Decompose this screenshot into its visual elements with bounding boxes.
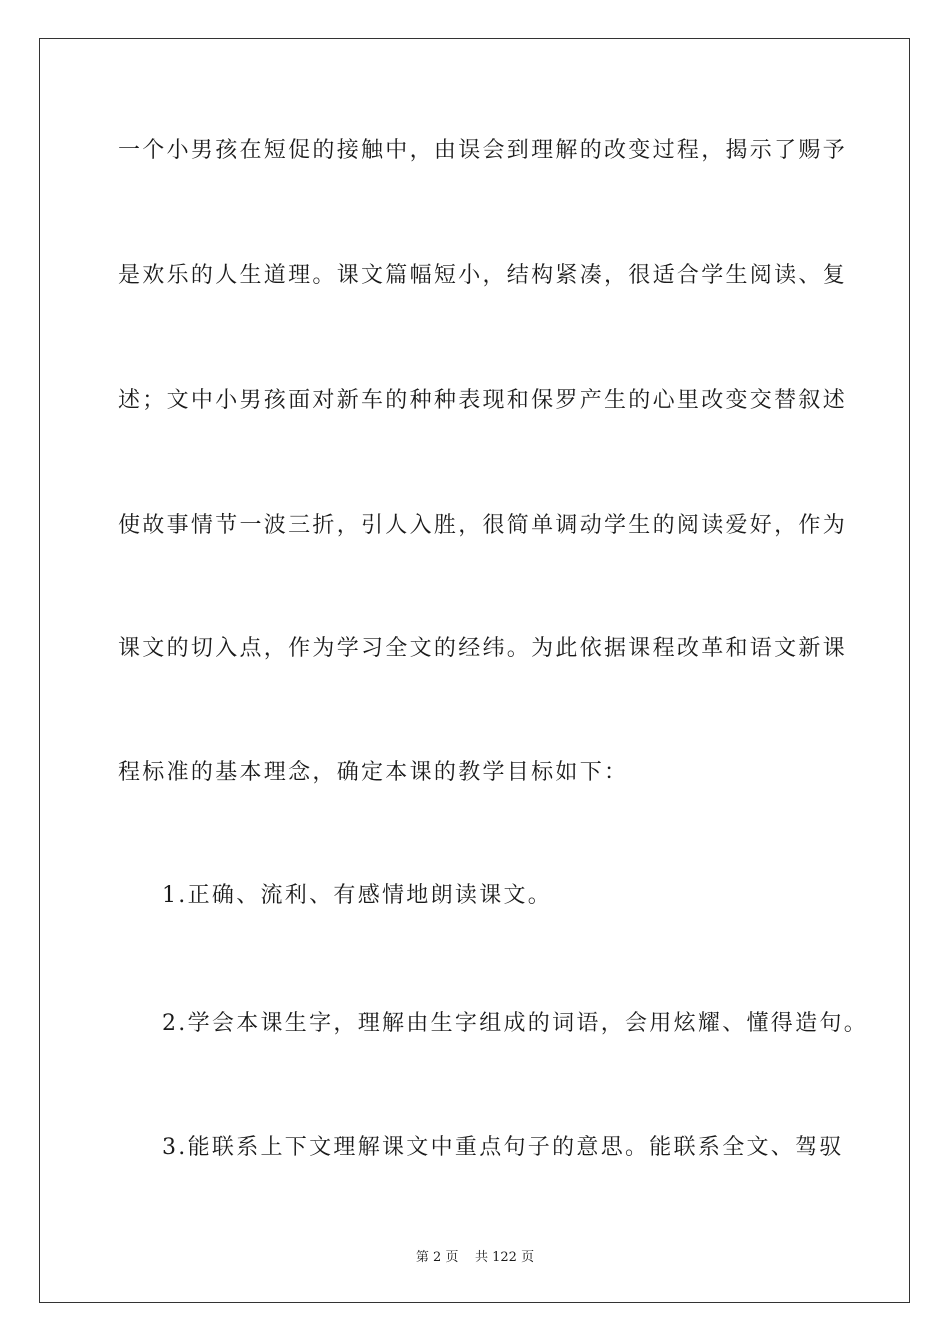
body-text-line: 程标准的基本理念，确定本课的教学目标如下： <box>118 760 629 785</box>
body-text-line: 述；文中小男孩面对新车的种种表现和保罗产生的心里改变交替叙述 <box>118 388 848 413</box>
page-number-footer: 第 2 页 共 122 页 <box>415 1250 535 1265</box>
body-text-line: 课文的切入点，作为学习全文的经纬。为此依据课程改革和语文新课 <box>118 636 848 661</box>
body-text-line: 是欢乐的人生道理。课文篇幅短小，结构紧凑，很适合学生阅读、复 <box>118 263 848 288</box>
body-text-line: 一个小男孩在短促的接触中，由误会到理解的改变过程，揭示了赐予 <box>118 138 848 163</box>
goal-item-1: 1.正确、流利、有感情地朗读课文。 <box>162 883 553 908</box>
body-text-line: 使故事情节一波三折，引人入胜，很简单调动学生的阅读爱好，作为 <box>118 513 848 538</box>
page-border <box>39 38 910 1303</box>
goal-item-2: 2.学会本课生字，理解由生字组成的词语，会用炫耀、懂得造句。 <box>162 1011 868 1036</box>
goal-item-3: 3.能联系上下文理解课文中重点句子的意思。能联系全文、驾驭 <box>162 1135 844 1160</box>
